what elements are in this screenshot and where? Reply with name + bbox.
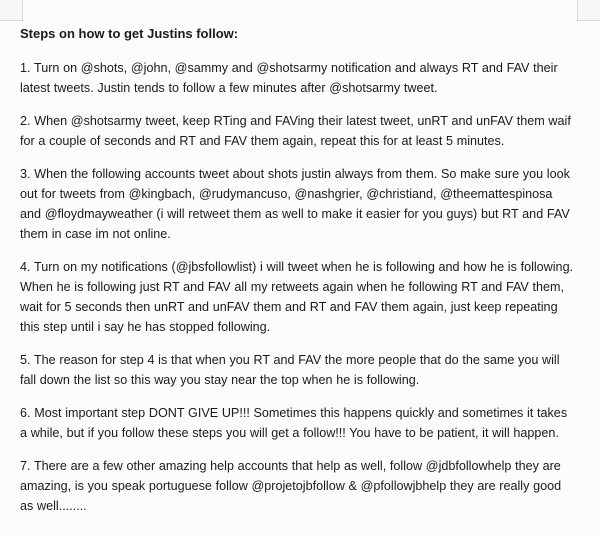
step-7: 7. There are a few other amazing help accounts that help as well, follow @jdbfollowhelp they are amazing, is you speak portuguese follow @projetojbfollow & @pfollowjbhelp they are really good as well........ [20, 459, 562, 513]
page-corner-right [577, 0, 600, 21]
page-corner-left [0, 0, 23, 21]
step-3: 3. When the following accounts tweet about shots justin always from them. So make sure you look out for tweets from @kingbach, @rudymancuso, @nashgrier, @christiand, @theemattespinosa and @floydmayweather (i will retweet them as well to make it easier for you guys) but RT and FAV them in case im not online. [20, 167, 570, 241]
step-5: 5. The reason for step 4 is that when you RT and FAV the more people that do the same you will fall down the list so this way you stay near the top when he is following. [20, 353, 560, 387]
step-1: 1. Turn on @shots, @john, @sammy and @shotsarmy notification and always RT and FAV their latest tweets. Justin tends to follow a few minutes after @shotsarmy tweet. [20, 61, 558, 95]
step-4: 4. Turn on my notifications (@jbsfollowlist) i will tweet when he is following and how he is following. When he is following just RT and FAV all my retweets again when he following RT and FAV them, wait for 5 seconds then unRT and unFAV them and RT and FAV them again, just keep repeating this step until i say he has stopped following. [20, 260, 574, 334]
document-title: Steps on how to get Justins follow: [20, 26, 239, 41]
step-6: 6. Most important step DONT GIVE UP!!! Sometimes this happens quickly and sometimes it takes a while, but if you follow these steps you will get a follow!!! You have to be patient, it will happen. [20, 406, 568, 440]
step-2: 2. When @shotsarmy tweet, keep RTing and FAVing their latest tweet, unRT and unFAV them waif for a couple of seconds and RT and FAV them again, repeat this for at least 5 minutes. [20, 114, 571, 148]
